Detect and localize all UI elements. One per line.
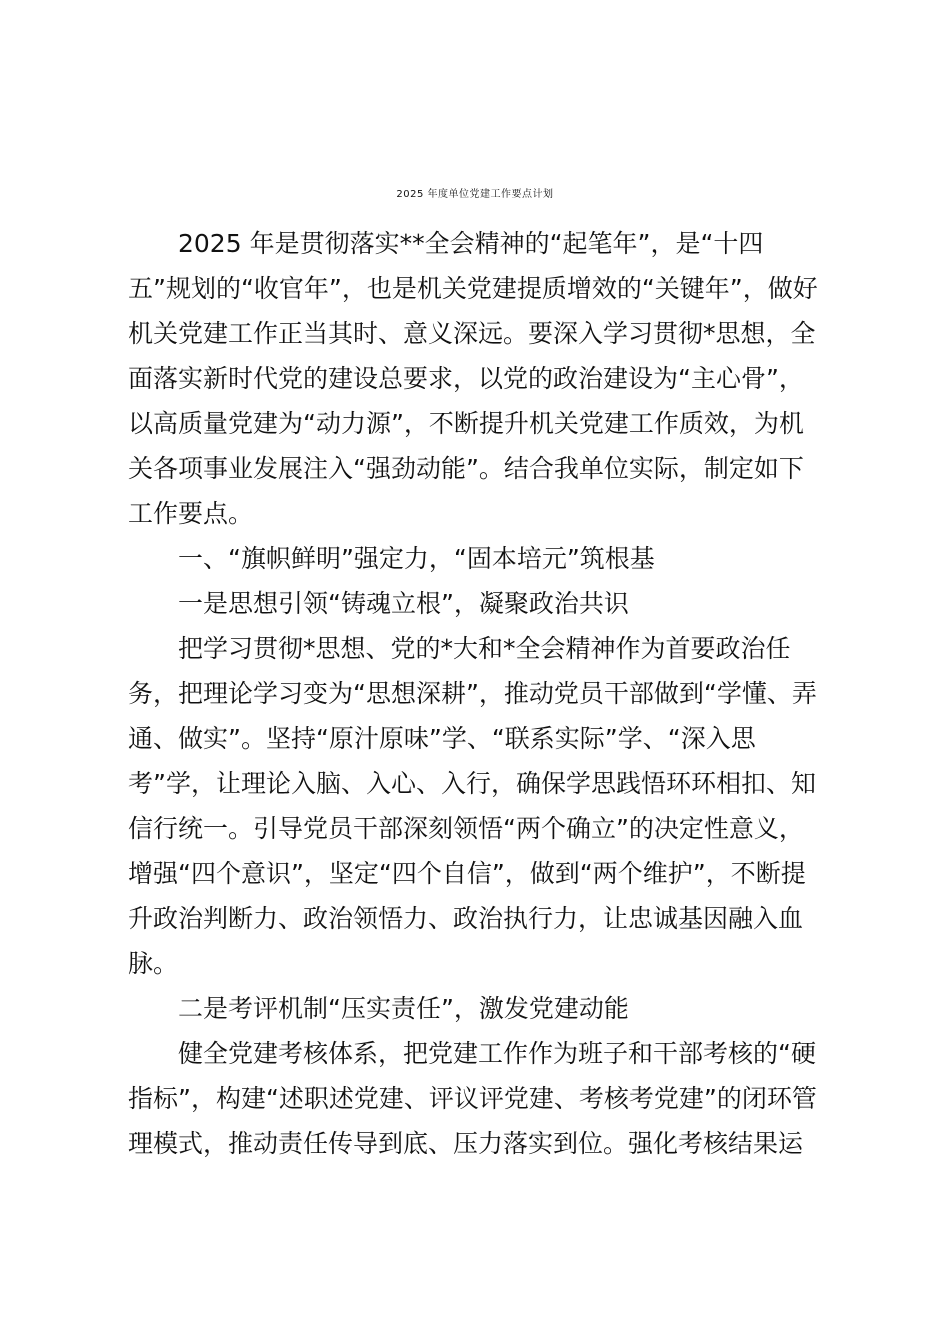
intro-line: 以高质量党建为“动力源”，不断提升机关党建工作质效，为机 [128, 409, 804, 438]
section-heading: 一、“旗帜鲜明”强定力，“固本培元”筑根基 [178, 544, 655, 573]
body-line: 务，把理论学习变为“思想深耕”，推动党员干部做到“学懂、弄 [128, 679, 817, 708]
intro-line: 关各项事业发展注入“强劲动能”。结合我单位实际，制定如下 [128, 454, 804, 483]
body-line: 健全党建考核体系，把党建工作作为班子和干部考核的“硬 [178, 1039, 816, 1068]
body-line: 脉。 [128, 949, 179, 978]
body-line: 考”学，让理论入脑、入心、入行，确保学思践悟环环相扣、知 [128, 769, 816, 798]
body-line: 信行统一。引导党员干部深刻领悟“两个确立”的决定性意义， [128, 814, 804, 843]
intro-line: 2025 年是贯彻落实**全会精神的“起笔年”，是“十四 [178, 229, 764, 258]
body-line: 理模式，推动责任传导到底、压力落实到位。强化考核结果运 [128, 1129, 804, 1158]
body-line: 指标”，构建“述职述党建、评议评党建、考核考党建”的闭环管 [128, 1084, 817, 1113]
body-line: 把学习贯彻*思想、党的*大和*全会精神作为首要政治任 [178, 634, 791, 663]
intro-line: 工作要点。 [128, 499, 254, 528]
body-line: 通、做实”。坚持“原汁原味”学、“联系实际”学、“深入思 [128, 724, 756, 753]
subsection-heading: 一是思想引领“铸魂立根”，凝聚政治共识 [178, 589, 629, 618]
subsection-heading: 二是考评机制“压实责任”，激发党建动能 [178, 994, 629, 1023]
intro-line: 面落实新时代党的建设总要求，以党的政治建设为“主心骨”， [128, 364, 804, 393]
intro-line: 五”规划的“收官年”，也是机关党建提质增效的“关键年”，做好 [128, 274, 818, 303]
body-line: 升政治判断力、政治领悟力、政治执行力，让忠诚基因融入血 [128, 904, 804, 933]
document-title: 2025 年度单位党建工作要点计划 [396, 189, 554, 200]
body-line: 增强“四个意识”，坚定“四个自信”，做到“两个维护”，不断提 [128, 859, 806, 888]
intro-line: 机关党建工作正当其时、意义深远。要深入学习贯彻*思想，全 [128, 319, 816, 348]
